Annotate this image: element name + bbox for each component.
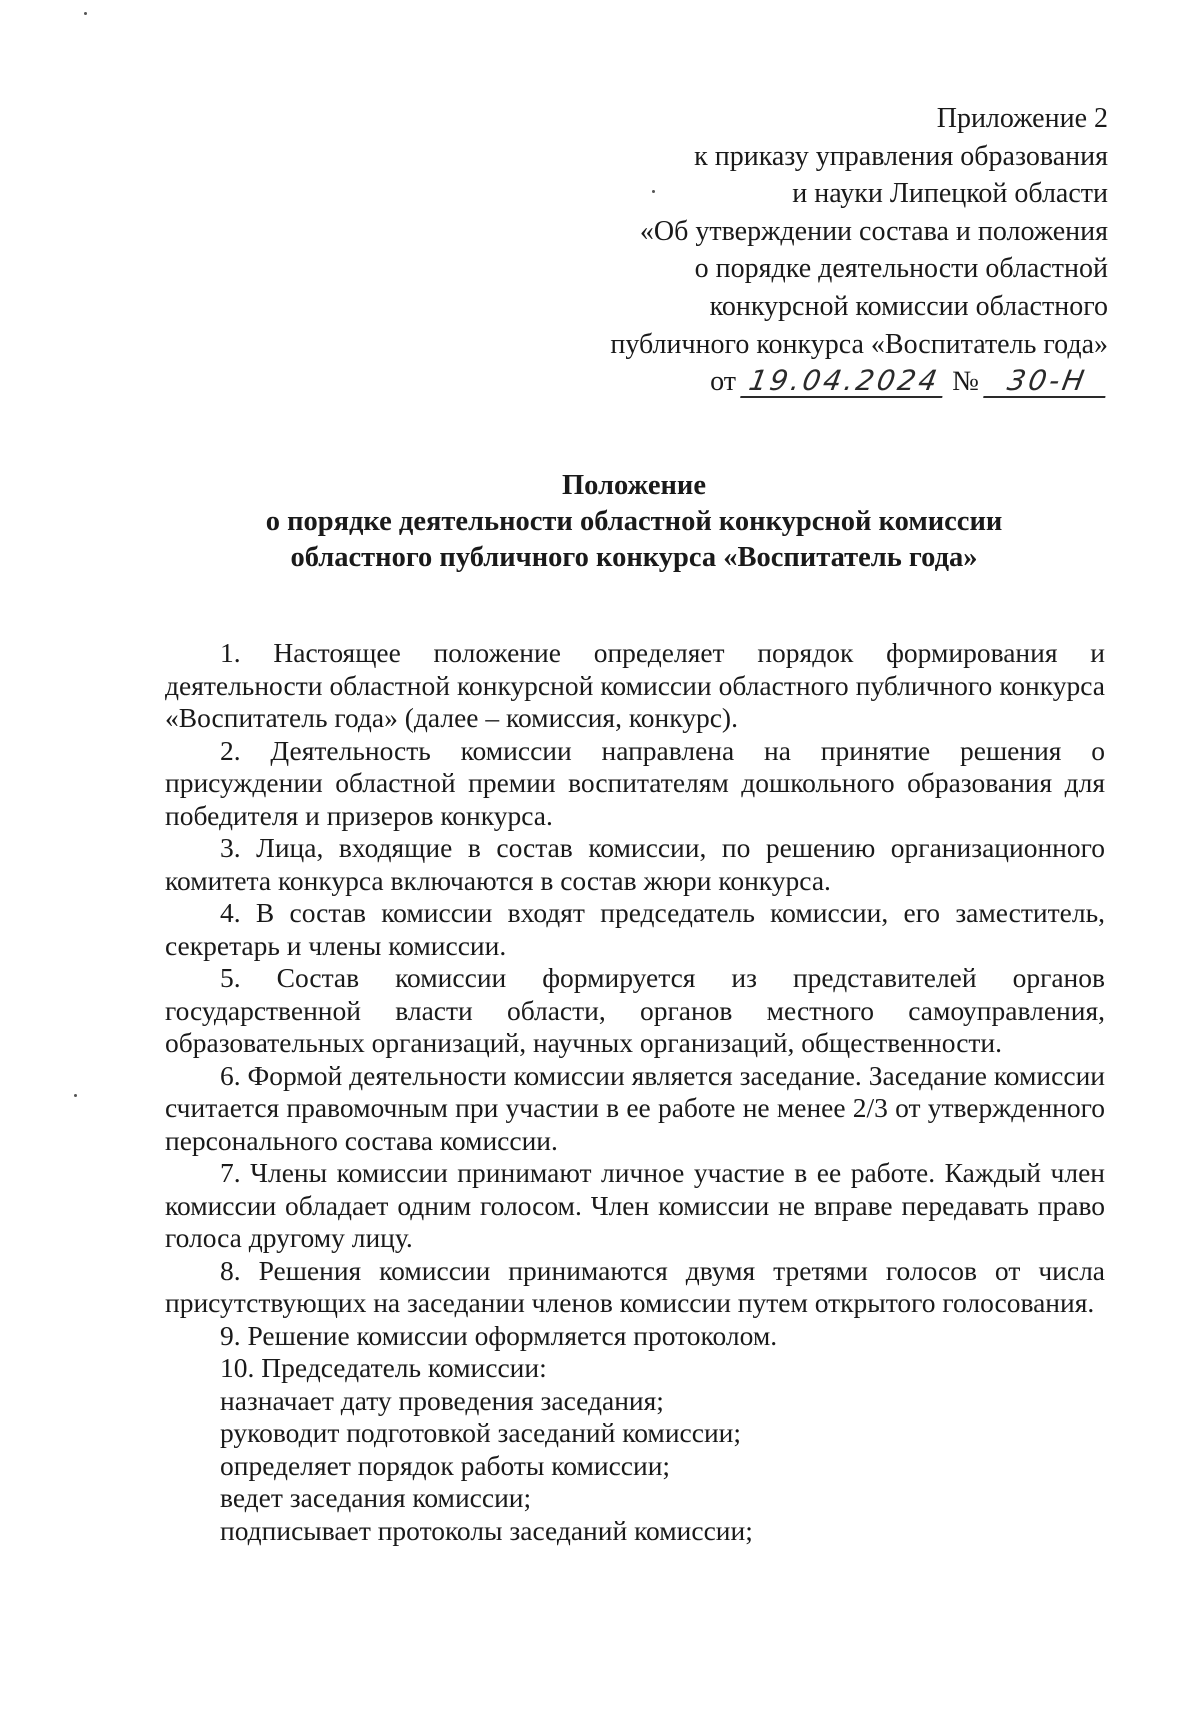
scan-speck xyxy=(84,12,87,15)
handwritten-order-number: 30-Н xyxy=(983,366,1111,398)
document-body xyxy=(165,637,1105,1547)
paragraph: 2. Деятельность комиссии направлена на принятие решения о присуждении областной премии воспитателям дошкольного образования для победителя и призеров конкурса. xyxy=(165,734,1105,831)
appendix-line: публичного конкурса «Воспитатель года» xyxy=(610,328,1108,360)
duty-item: руководит подготовкой заседаний комиссии; xyxy=(220,1417,742,1448)
title-line: Положение xyxy=(561,470,706,501)
paragraph: 3. Лица, входящие в состав комиссии, по решению организационного комитета конкурса включаются в состав жюри конкурса. xyxy=(165,832,1105,896)
appendix-line: «Об утверждении состава и положения xyxy=(639,215,1108,247)
appendix-line: о порядке деятельности областной xyxy=(694,253,1108,285)
duty-item: ведет заседания комиссии; xyxy=(220,1482,532,1513)
appendix-header xyxy=(488,100,1108,401)
number-sign: № xyxy=(952,366,979,398)
paragraph: 8. Решения комиссии принимаются двумя третями голосов от числа присутствующих на заседании членов комиссии путем открытого голосования. xyxy=(165,1254,1105,1318)
paragraph: 7. Члены комиссии принимают личное участие в ее работе. Каждый член комиссии обладает одним голосом. Член комиссии не вправе передавать право голоса другому лицу. xyxy=(165,1157,1105,1253)
duty-item: подписывает протоколы заседаний комиссии; xyxy=(220,1514,753,1546)
title-line: областного публичного конкурса «Воспитатель года» xyxy=(290,542,978,573)
date-prefix: от xyxy=(710,366,736,398)
paragraph: 9. Решение комиссии оформляется протоколом. xyxy=(220,1319,778,1351)
paragraph: 10. Председатель комиссии: xyxy=(220,1352,547,1383)
paragraph: 4. В состав комиссии входят председатель комиссии, его заместитель, секретарь и члены комиссии. xyxy=(165,897,1105,961)
paragraph: 6. Формой деятельности комиссии является заседание. Заседание комиссии считается правомочным при участии в ее работе не менее 2/3 от утвержденного персонального состава комиссии. xyxy=(165,1059,1105,1156)
paragraph: 5. Состав комиссии формируется из представителей органов государственной власти области, органов местного самоуправления, образовательных организаций, научных организаций, общественности. xyxy=(165,962,1105,1058)
appendix-line: к приказу управления образования xyxy=(694,140,1108,172)
document-title xyxy=(0,468,1200,576)
scan-speck xyxy=(74,1094,77,1097)
order-date-line xyxy=(488,363,1108,401)
appendix-line: Приложение 2 xyxy=(936,103,1108,134)
appendix-line: и науки Липецкой области xyxy=(792,178,1108,210)
appendix-line: конкурсной комиссии областного xyxy=(709,290,1108,322)
paragraph: 1. Настоящее положение определяет порядок формирования и деятельности областной конкурсной комиссии областного публичного конкурса «Воспитатель года» (далее – комиссия, конкурс). xyxy=(165,637,1105,733)
duty-item: определяет порядок работы комиссии; xyxy=(220,1449,671,1481)
duty-item: назначает дату проведения заседания; xyxy=(220,1384,664,1416)
handwritten-date: 19.04.2024 xyxy=(740,366,948,398)
title-line: о порядке деятельности областной конкурсной комиссии xyxy=(265,506,1003,537)
